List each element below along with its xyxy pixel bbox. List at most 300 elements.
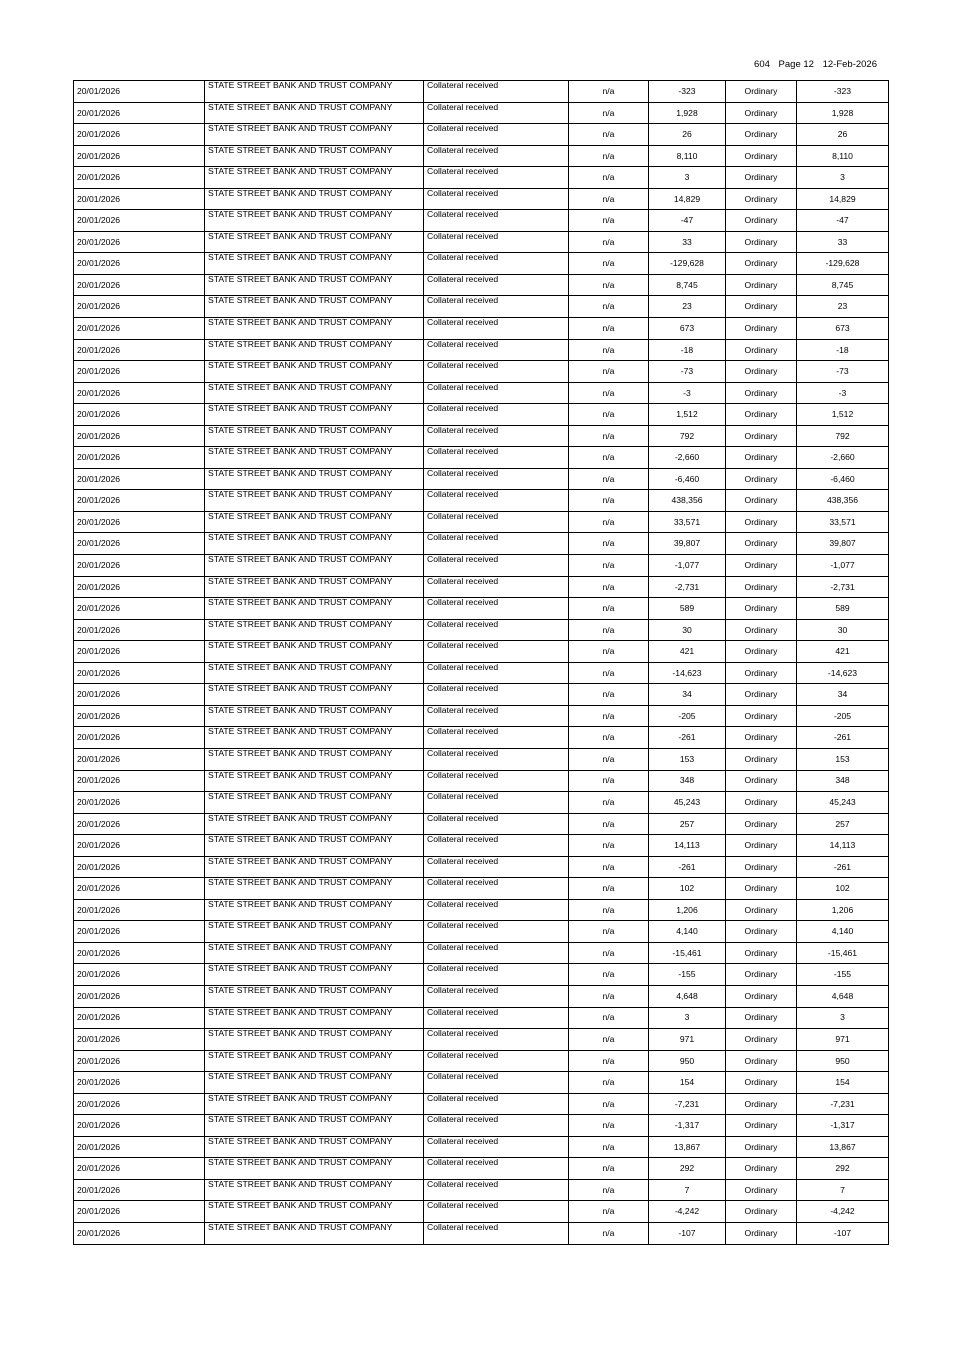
consideration-cell: n/a: [569, 555, 649, 577]
entity-cell: STATE STREET BANK AND TRUST COMPANY: [205, 985, 424, 1007]
consideration-cell: n/a: [569, 1201, 649, 1223]
table-row: [74, 1007, 889, 1029]
table-row: [74, 167, 889, 189]
table-row: [74, 964, 889, 986]
date-cell: 20/01/2026: [74, 792, 205, 814]
votes-cell: -1,077: [797, 555, 889, 577]
security-class-cell: Ordinary: [726, 813, 797, 835]
table-row: [74, 274, 889, 296]
quantity-cell: 257: [649, 813, 726, 835]
consideration-cell: n/a: [569, 1072, 649, 1094]
quantity-cell: 950: [649, 1050, 726, 1072]
date-cell: 20/01/2026: [74, 727, 205, 749]
date-cell: 20/01/2026: [74, 1222, 205, 1244]
votes-cell: 34: [797, 684, 889, 706]
entity-cell: STATE STREET BANK AND TRUST COMPANY: [205, 81, 424, 103]
votes-cell: 971: [797, 1029, 889, 1051]
quantity-cell: -73: [649, 361, 726, 383]
consideration-cell: n/a: [569, 985, 649, 1007]
quantity-cell: -1,077: [649, 555, 726, 577]
entity-cell: STATE STREET BANK AND TRUST COMPANY: [205, 1158, 424, 1180]
doc-code: 604: [754, 59, 770, 70]
transaction-type-cell: Collateral received: [424, 511, 569, 533]
quantity-cell: 26: [649, 124, 726, 146]
table-row: [74, 1222, 889, 1244]
quantity-cell: -261: [649, 856, 726, 878]
consideration-cell: n/a: [569, 425, 649, 447]
security-class-cell: Ordinary: [726, 447, 797, 469]
consideration-cell: n/a: [569, 705, 649, 727]
entity-cell: STATE STREET BANK AND TRUST COMPANY: [205, 921, 424, 943]
votes-cell: -3: [797, 382, 889, 404]
security-class-cell: Ordinary: [726, 598, 797, 620]
transaction-type-cell: Collateral received: [424, 942, 569, 964]
table-row: [74, 598, 889, 620]
date-cell: 20/01/2026: [74, 81, 205, 103]
table-row: [74, 511, 889, 533]
transaction-type-cell: Collateral received: [424, 770, 569, 792]
security-class-cell: Ordinary: [726, 274, 797, 296]
table-row: [74, 835, 889, 857]
consideration-cell: n/a: [569, 81, 649, 103]
date-cell: 20/01/2026: [74, 598, 205, 620]
transaction-type-cell: Collateral received: [424, 1093, 569, 1115]
table-row: [74, 684, 889, 706]
entity-cell: STATE STREET BANK AND TRUST COMPANY: [205, 705, 424, 727]
votes-cell: 1,512: [797, 404, 889, 426]
transaction-type-cell: Collateral received: [424, 404, 569, 426]
table-row: [74, 210, 889, 232]
date-cell: 20/01/2026: [74, 1115, 205, 1137]
votes-cell: 23: [797, 296, 889, 318]
votes-cell: 8,110: [797, 145, 889, 167]
consideration-cell: n/a: [569, 576, 649, 598]
quantity-cell: -205: [649, 705, 726, 727]
transaction-type-cell: Collateral received: [424, 576, 569, 598]
transaction-type-cell: Collateral received: [424, 274, 569, 296]
date-cell: 20/01/2026: [74, 878, 205, 900]
entity-cell: STATE STREET BANK AND TRUST COMPANY: [205, 792, 424, 814]
security-class-cell: Ordinary: [726, 1050, 797, 1072]
date-cell: 20/01/2026: [74, 318, 205, 340]
date-cell: 20/01/2026: [74, 555, 205, 577]
entity-cell: STATE STREET BANK AND TRUST COMPANY: [205, 641, 424, 663]
security-class-cell: Ordinary: [726, 511, 797, 533]
table-row: [74, 576, 889, 598]
quantity-cell: -2,660: [649, 447, 726, 469]
quantity-cell: -4,242: [649, 1201, 726, 1223]
table-row: [74, 81, 889, 103]
security-class-cell: Ordinary: [726, 1158, 797, 1180]
date-cell: 20/01/2026: [74, 296, 205, 318]
date-cell: 20/01/2026: [74, 684, 205, 706]
security-class-cell: Ordinary: [726, 942, 797, 964]
entity-cell: STATE STREET BANK AND TRUST COMPANY: [205, 210, 424, 232]
transaction-type-cell: Collateral received: [424, 1007, 569, 1029]
security-class-cell: Ordinary: [726, 188, 797, 210]
consideration-cell: n/a: [569, 382, 649, 404]
votes-cell: -155: [797, 964, 889, 986]
consideration-cell: n/a: [569, 792, 649, 814]
votes-cell: 1,928: [797, 102, 889, 124]
entity-cell: STATE STREET BANK AND TRUST COMPANY: [205, 253, 424, 275]
security-class-cell: Ordinary: [726, 964, 797, 986]
transaction-type-cell: Collateral received: [424, 1050, 569, 1072]
transaction-type-cell: Collateral received: [424, 598, 569, 620]
security-class-cell: Ordinary: [726, 231, 797, 253]
security-class-cell: Ordinary: [726, 81, 797, 103]
date-cell: 20/01/2026: [74, 274, 205, 296]
transaction-type-cell: Collateral received: [424, 662, 569, 684]
security-class-cell: Ordinary: [726, 1136, 797, 1158]
transaction-type-cell: Collateral received: [424, 361, 569, 383]
consideration-cell: n/a: [569, 1136, 649, 1158]
entity-cell: STATE STREET BANK AND TRUST COMPANY: [205, 468, 424, 490]
date-cell: 20/01/2026: [74, 253, 205, 275]
date-cell: 20/01/2026: [74, 705, 205, 727]
entity-cell: STATE STREET BANK AND TRUST COMPANY: [205, 1072, 424, 1094]
table-row: [74, 188, 889, 210]
security-class-cell: Ordinary: [726, 382, 797, 404]
consideration-cell: n/a: [569, 210, 649, 232]
consideration-cell: n/a: [569, 1115, 649, 1137]
quantity-cell: -47: [649, 210, 726, 232]
entity-cell: STATE STREET BANK AND TRUST COMPANY: [205, 727, 424, 749]
votes-cell: 3: [797, 167, 889, 189]
votes-cell: 30: [797, 619, 889, 641]
security-class-cell: Ordinary: [726, 425, 797, 447]
entity-cell: STATE STREET BANK AND TRUST COMPANY: [205, 662, 424, 684]
quantity-cell: 673: [649, 318, 726, 340]
entity-cell: STATE STREET BANK AND TRUST COMPANY: [205, 576, 424, 598]
entity-cell: STATE STREET BANK AND TRUST COMPANY: [205, 188, 424, 210]
entity-cell: STATE STREET BANK AND TRUST COMPANY: [205, 1007, 424, 1029]
transaction-type-cell: Collateral received: [424, 490, 569, 512]
consideration-cell: n/a: [569, 1158, 649, 1180]
transaction-type-cell: Collateral received: [424, 878, 569, 900]
votes-cell: 589: [797, 598, 889, 620]
votes-cell: 39,807: [797, 533, 889, 555]
security-class-cell: Ordinary: [726, 210, 797, 232]
transaction-type-cell: Collateral received: [424, 835, 569, 857]
table-row: [74, 296, 889, 318]
consideration-cell: n/a: [569, 899, 649, 921]
consideration-cell: n/a: [569, 145, 649, 167]
quantity-cell: -6,460: [649, 468, 726, 490]
votes-cell: 292: [797, 1158, 889, 1180]
date-cell: 20/01/2026: [74, 576, 205, 598]
consideration-cell: n/a: [569, 878, 649, 900]
votes-cell: 4,140: [797, 921, 889, 943]
table-row: [74, 705, 889, 727]
table-row: [74, 425, 889, 447]
quantity-cell: 421: [649, 641, 726, 663]
votes-cell: 950: [797, 1050, 889, 1072]
entity-cell: STATE STREET BANK AND TRUST COMPANY: [205, 447, 424, 469]
security-class-cell: Ordinary: [726, 1179, 797, 1201]
transaction-type-cell: Collateral received: [424, 921, 569, 943]
votes-cell: -47: [797, 210, 889, 232]
quantity-cell: 292: [649, 1158, 726, 1180]
security-class-cell: Ordinary: [726, 404, 797, 426]
consideration-cell: n/a: [569, 490, 649, 512]
date-cell: 20/01/2026: [74, 533, 205, 555]
security-class-cell: Ordinary: [726, 339, 797, 361]
consideration-cell: n/a: [569, 727, 649, 749]
consideration-cell: n/a: [569, 124, 649, 146]
security-class-cell: Ordinary: [726, 1115, 797, 1137]
table-row: [74, 727, 889, 749]
votes-cell: 33: [797, 231, 889, 253]
security-class-cell: Ordinary: [726, 921, 797, 943]
table-row: [74, 468, 889, 490]
table-row: [74, 382, 889, 404]
quantity-cell: 34: [649, 684, 726, 706]
entity-cell: STATE STREET BANK AND TRUST COMPANY: [205, 770, 424, 792]
table-row: [74, 1050, 889, 1072]
security-class-cell: Ordinary: [726, 468, 797, 490]
consideration-cell: n/a: [569, 533, 649, 555]
security-class-cell: Ordinary: [726, 641, 797, 663]
quantity-cell: 33: [649, 231, 726, 253]
date-cell: 20/01/2026: [74, 1136, 205, 1158]
quantity-cell: -3: [649, 382, 726, 404]
security-class-cell: Ordinary: [726, 619, 797, 641]
consideration-cell: n/a: [569, 598, 649, 620]
table-row: [74, 921, 889, 943]
date-cell: 20/01/2026: [74, 748, 205, 770]
table-row: [74, 145, 889, 167]
security-class-cell: Ordinary: [726, 296, 797, 318]
date-cell: 20/01/2026: [74, 425, 205, 447]
quantity-cell: 4,648: [649, 985, 726, 1007]
entity-cell: STATE STREET BANK AND TRUST COMPANY: [205, 1093, 424, 1115]
table-row: [74, 231, 889, 253]
header-date: 12-Feb-2026: [822, 59, 877, 70]
entity-cell: STATE STREET BANK AND TRUST COMPANY: [205, 511, 424, 533]
consideration-cell: n/a: [569, 167, 649, 189]
security-class-cell: Ordinary: [726, 533, 797, 555]
quantity-cell: 4,140: [649, 921, 726, 943]
security-class-cell: Ordinary: [726, 490, 797, 512]
entity-cell: STATE STREET BANK AND TRUST COMPANY: [205, 1222, 424, 1244]
votes-cell: 1,206: [797, 899, 889, 921]
consideration-cell: n/a: [569, 274, 649, 296]
consideration-cell: n/a: [569, 964, 649, 986]
security-class-cell: Ordinary: [726, 1072, 797, 1094]
table-row: [74, 361, 889, 383]
date-cell: 20/01/2026: [74, 1072, 205, 1094]
security-class-cell: Ordinary: [726, 662, 797, 684]
votes-cell: -4,242: [797, 1201, 889, 1223]
transaction-type-cell: Collateral received: [424, 296, 569, 318]
security-class-cell: Ordinary: [726, 576, 797, 598]
consideration-cell: n/a: [569, 1179, 649, 1201]
quantity-cell: 102: [649, 878, 726, 900]
security-class-cell: Ordinary: [726, 1093, 797, 1115]
transaction-type-cell: Collateral received: [424, 792, 569, 814]
transaction-type-cell: Collateral received: [424, 447, 569, 469]
transaction-type-cell: Collateral received: [424, 641, 569, 663]
consideration-cell: n/a: [569, 1222, 649, 1244]
votes-cell: 45,243: [797, 792, 889, 814]
table-row: [74, 641, 889, 663]
table-row: [74, 985, 889, 1007]
table-row: [74, 748, 889, 770]
quantity-cell: -155: [649, 964, 726, 986]
votes-cell: 8,745: [797, 274, 889, 296]
date-cell: 20/01/2026: [74, 1201, 205, 1223]
votes-cell: -2,731: [797, 576, 889, 598]
quantity-cell: 8,110: [649, 145, 726, 167]
entity-cell: STATE STREET BANK AND TRUST COMPANY: [205, 1136, 424, 1158]
quantity-cell: 3: [649, 167, 726, 189]
votes-cell: -14,623: [797, 662, 889, 684]
table-row: [74, 1029, 889, 1051]
table-row: [74, 339, 889, 361]
transaction-type-cell: Collateral received: [424, 684, 569, 706]
votes-cell: 33,571: [797, 511, 889, 533]
votes-cell: 792: [797, 425, 889, 447]
security-class-cell: Ordinary: [726, 727, 797, 749]
transaction-type-cell: Collateral received: [424, 856, 569, 878]
quantity-cell: -15,461: [649, 942, 726, 964]
date-cell: 20/01/2026: [74, 382, 205, 404]
date-cell: 20/01/2026: [74, 835, 205, 857]
date-cell: 20/01/2026: [74, 188, 205, 210]
entity-cell: STATE STREET BANK AND TRUST COMPANY: [205, 748, 424, 770]
table-row: [74, 490, 889, 512]
table-row: [74, 1136, 889, 1158]
entity-cell: STATE STREET BANK AND TRUST COMPANY: [205, 533, 424, 555]
date-cell: 20/01/2026: [74, 210, 205, 232]
date-cell: 20/01/2026: [74, 1007, 205, 1029]
votes-cell: -129,628: [797, 253, 889, 275]
table-row: [74, 555, 889, 577]
date-cell: 20/01/2026: [74, 124, 205, 146]
quantity-cell: 14,113: [649, 835, 726, 857]
table-row: [74, 318, 889, 340]
security-class-cell: Ordinary: [726, 1029, 797, 1051]
transaction-type-cell: Collateral received: [424, 619, 569, 641]
table-row: [74, 404, 889, 426]
votes-cell: -205: [797, 705, 889, 727]
consideration-cell: n/a: [569, 662, 649, 684]
security-class-cell: Ordinary: [726, 167, 797, 189]
votes-cell: 154: [797, 1072, 889, 1094]
consideration-cell: n/a: [569, 1050, 649, 1072]
entity-cell: STATE STREET BANK AND TRUST COMPANY: [205, 274, 424, 296]
consideration-cell: n/a: [569, 921, 649, 943]
date-cell: 20/01/2026: [74, 662, 205, 684]
table-row: [74, 770, 889, 792]
entity-cell: STATE STREET BANK AND TRUST COMPANY: [205, 1201, 424, 1223]
entity-cell: STATE STREET BANK AND TRUST COMPANY: [205, 856, 424, 878]
transaction-type-cell: Collateral received: [424, 813, 569, 835]
date-cell: 20/01/2026: [74, 964, 205, 986]
quantity-cell: 792: [649, 425, 726, 447]
consideration-cell: n/a: [569, 1007, 649, 1029]
date-cell: 20/01/2026: [74, 1093, 205, 1115]
entity-cell: STATE STREET BANK AND TRUST COMPANY: [205, 296, 424, 318]
consideration-cell: n/a: [569, 339, 649, 361]
security-class-cell: Ordinary: [726, 899, 797, 921]
entity-cell: STATE STREET BANK AND TRUST COMPANY: [205, 1179, 424, 1201]
security-class-cell: Ordinary: [726, 856, 797, 878]
consideration-cell: n/a: [569, 856, 649, 878]
transaction-type-cell: Collateral received: [424, 1072, 569, 1094]
votes-cell: -261: [797, 727, 889, 749]
date-cell: 20/01/2026: [74, 1158, 205, 1180]
transaction-type-cell: Collateral received: [424, 318, 569, 340]
security-class-cell: Ordinary: [726, 1007, 797, 1029]
transaction-type-cell: Collateral received: [424, 339, 569, 361]
votes-cell: -7,231: [797, 1093, 889, 1115]
votes-cell: 26: [797, 124, 889, 146]
consideration-cell: n/a: [569, 511, 649, 533]
votes-cell: 153: [797, 748, 889, 770]
date-cell: 20/01/2026: [74, 231, 205, 253]
consideration-cell: n/a: [569, 684, 649, 706]
quantity-cell: -2,731: [649, 576, 726, 598]
quantity-cell: 438,356: [649, 490, 726, 512]
table-row: [74, 619, 889, 641]
votes-cell: -1,317: [797, 1115, 889, 1137]
security-class-cell: Ordinary: [726, 985, 797, 1007]
votes-cell: 421: [797, 641, 889, 663]
page-number: Page 12: [778, 59, 814, 70]
transaction-type-cell: Collateral received: [424, 468, 569, 490]
date-cell: 20/01/2026: [74, 490, 205, 512]
quantity-cell: -1,317: [649, 1115, 726, 1137]
entity-cell: STATE STREET BANK AND TRUST COMPANY: [205, 1115, 424, 1137]
table-row: [74, 942, 889, 964]
consideration-cell: n/a: [569, 813, 649, 835]
consideration-cell: n/a: [569, 942, 649, 964]
quantity-cell: 39,807: [649, 533, 726, 555]
table-row: [74, 1179, 889, 1201]
transaction-type-cell: Collateral received: [424, 81, 569, 103]
table-row: [74, 1201, 889, 1223]
entity-cell: STATE STREET BANK AND TRUST COMPANY: [205, 124, 424, 146]
quantity-cell: 971: [649, 1029, 726, 1051]
entity-cell: STATE STREET BANK AND TRUST COMPANY: [205, 231, 424, 253]
transaction-type-cell: Collateral received: [424, 1115, 569, 1137]
votes-cell: 102: [797, 878, 889, 900]
security-class-cell: Ordinary: [726, 792, 797, 814]
table-row: [74, 1158, 889, 1180]
quantity-cell: -18: [649, 339, 726, 361]
quantity-cell: 154: [649, 1072, 726, 1094]
date-cell: 20/01/2026: [74, 1179, 205, 1201]
transaction-type-cell: Collateral received: [424, 124, 569, 146]
date-cell: 20/01/2026: [74, 361, 205, 383]
date-cell: 20/01/2026: [74, 619, 205, 641]
transaction-type-cell: Collateral received: [424, 382, 569, 404]
votes-cell: -6,460: [797, 468, 889, 490]
table-row: [74, 447, 889, 469]
votes-cell: -15,461: [797, 942, 889, 964]
transaction-type-cell: Collateral received: [424, 727, 569, 749]
table-row: [74, 102, 889, 124]
security-class-cell: Ordinary: [726, 102, 797, 124]
table-row: [74, 856, 889, 878]
date-cell: 20/01/2026: [74, 1050, 205, 1072]
consideration-cell: n/a: [569, 619, 649, 641]
entity-cell: STATE STREET BANK AND TRUST COMPANY: [205, 425, 424, 447]
security-class-cell: Ordinary: [726, 748, 797, 770]
consideration-cell: n/a: [569, 296, 649, 318]
